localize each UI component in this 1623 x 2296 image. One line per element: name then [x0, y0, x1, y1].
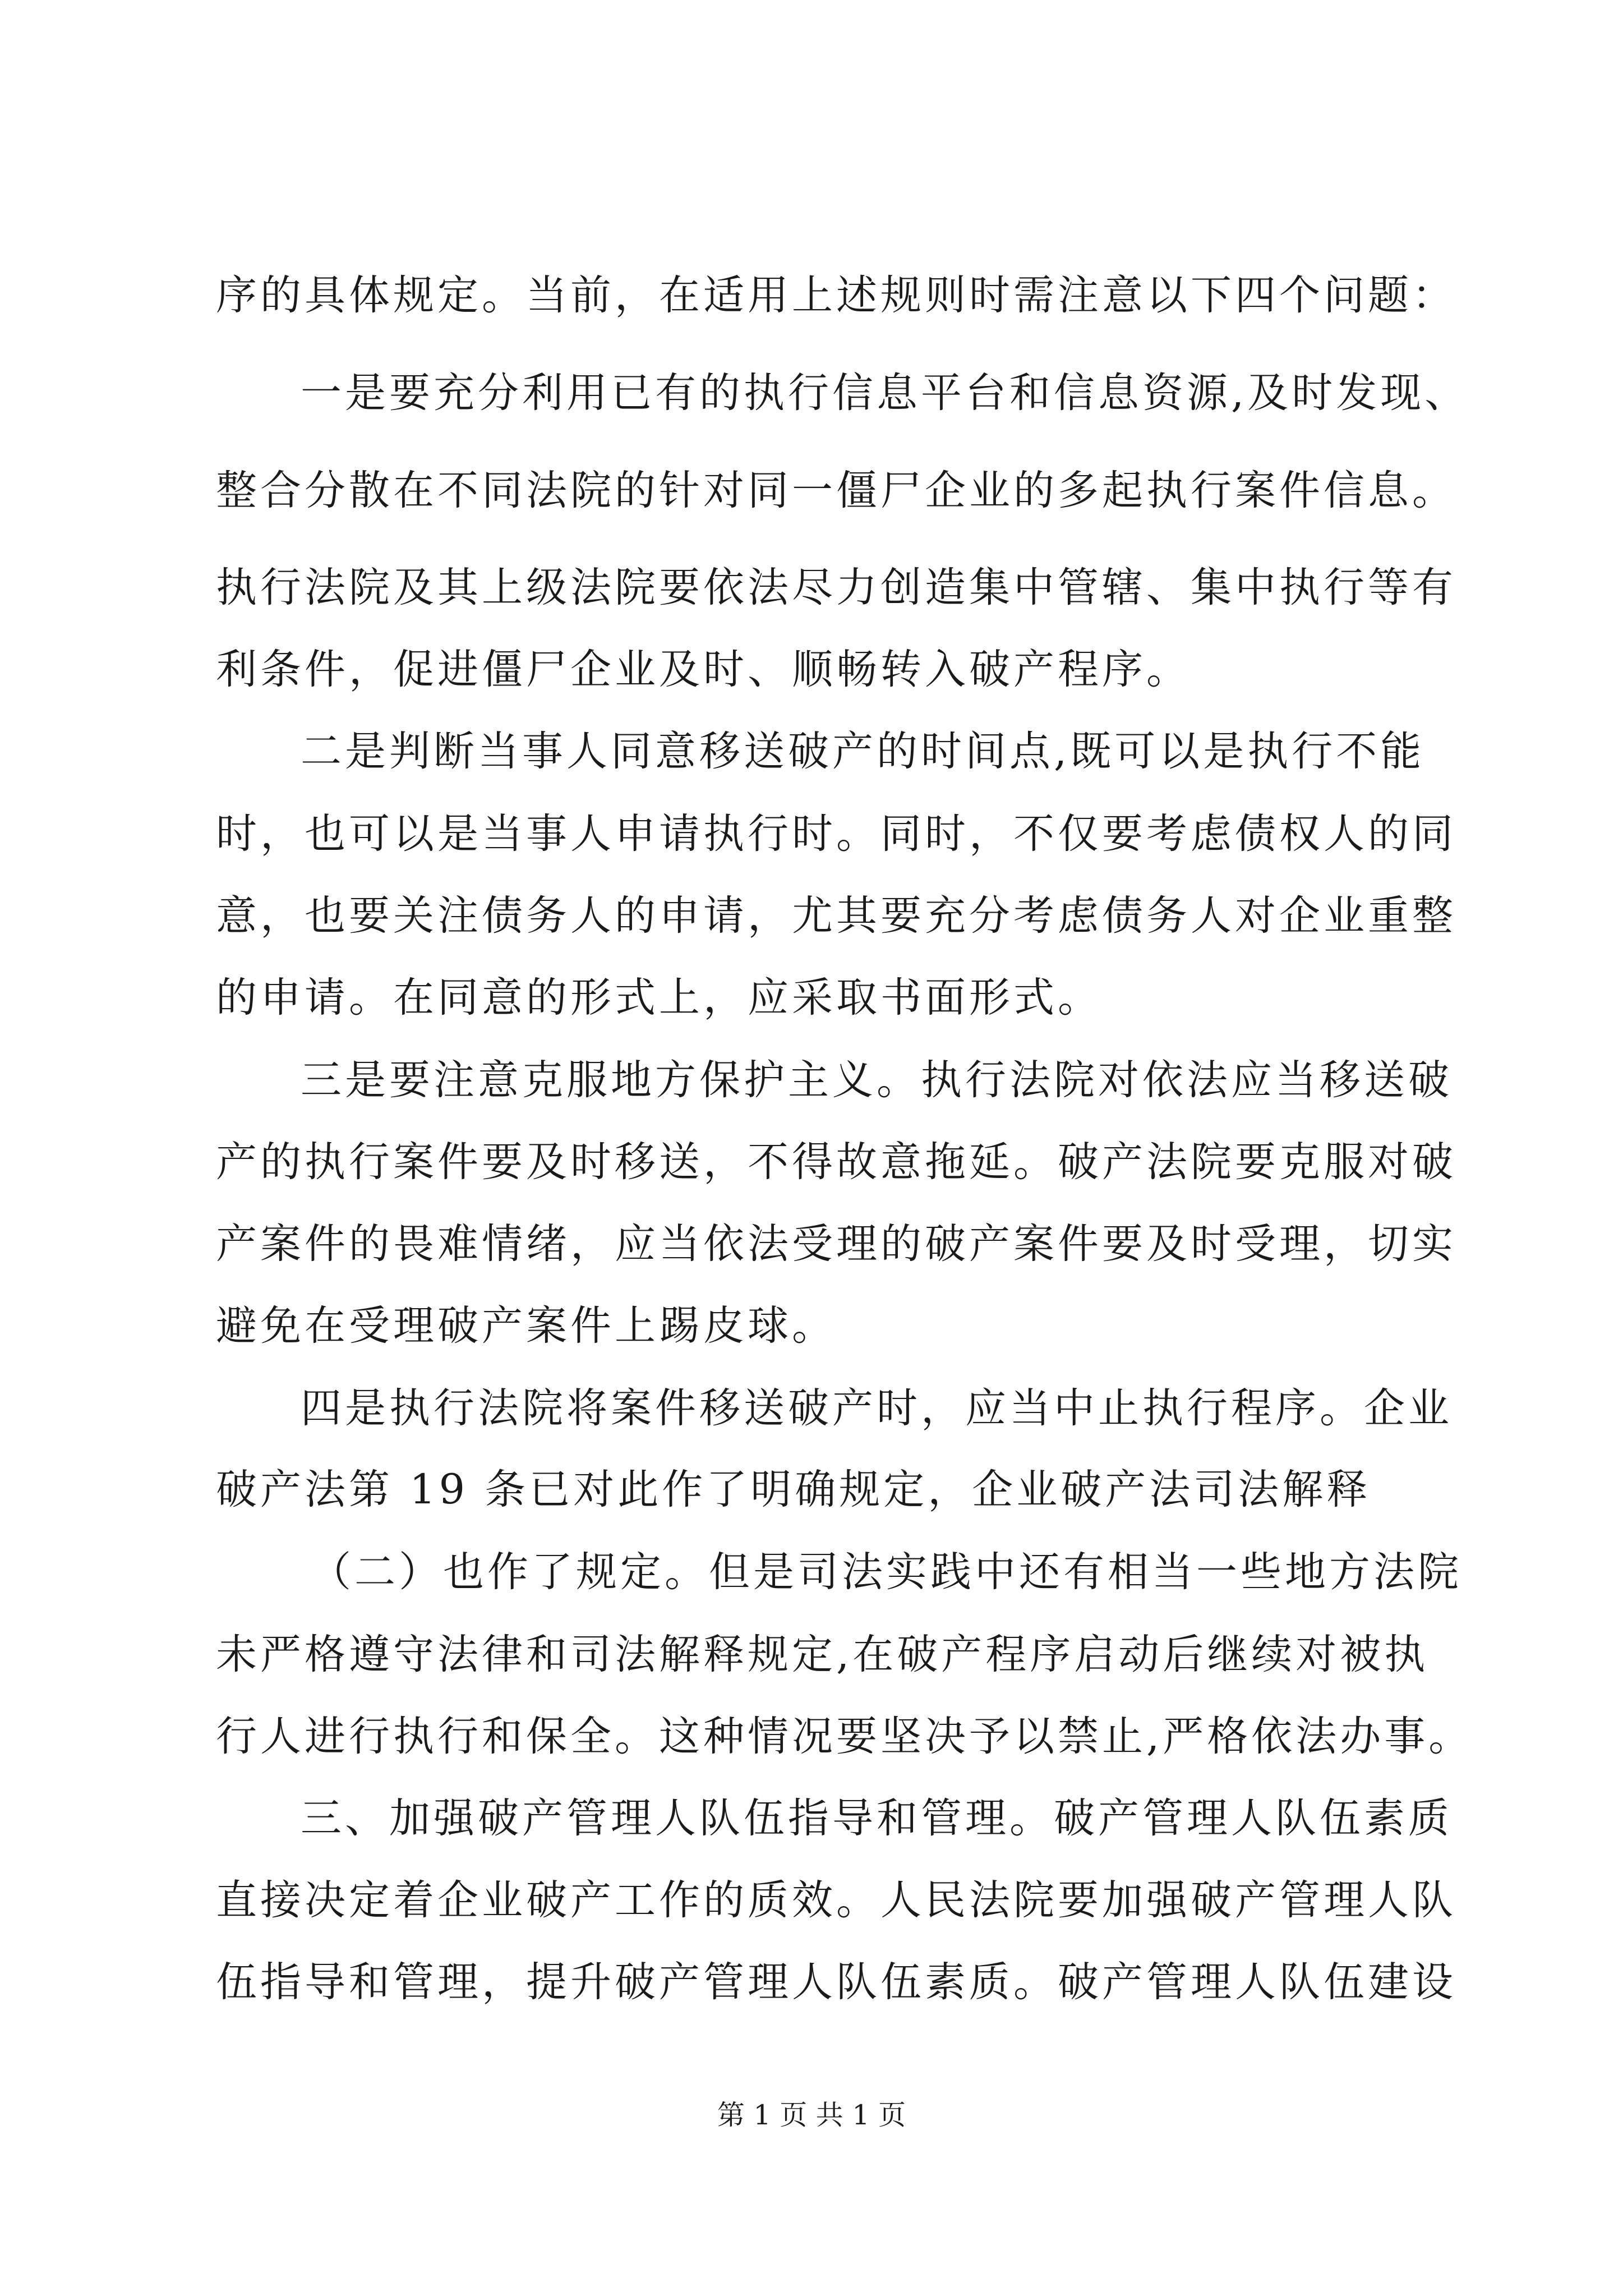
text-line: 利条件，促进僵尸企业及时、顺畅转入破产程序。 — [216, 646, 1191, 693]
text-line: 伍指导和管理，提升破产管理人队伍素质。破产管理人队伍建设 — [216, 1958, 1456, 2006]
text-line: 一是要充分利用已有的执行信息平台和信息资源,及时发现、 — [301, 369, 1469, 417]
text-line: 产的执行案件要及时移送，不得故意拖延。破产法院要克服对破 — [216, 1138, 1456, 1186]
text-line: 未严格遵守法律和司法解释规定,在破产程序启动后继续对被执 — [216, 1631, 1429, 1678]
text-line: 二是判断当事人同意移送破产的时间点,既可以是执行不能 — [301, 728, 1425, 775]
text-line: 产案件的畏难情绪，应当依法受理的破产案件要及时受理，切实 — [216, 1220, 1456, 1268]
text-line: 行人进行执行和保全。这种情况要坚决予以禁止,严格依法办事。 — [216, 1713, 1473, 1760]
text-line: 避免在受理破产案件上踢皮球。 — [216, 1302, 836, 1350]
text-line: 执行法院及其上级法院要依法尽力创造集中管辖、集中执行等有 — [216, 564, 1456, 611]
text-line: 的申请。在同意的形式上，应采取书面形式。 — [216, 974, 1102, 1022]
page-footer: 第 1 页 共 1 页 — [717, 2099, 906, 2131]
text-line: 整合分散在不同法院的针对同一僵尸企业的多起执行案件信息。 — [216, 467, 1456, 514]
text-line: 三、加强破产管理人队伍指导和管理。破产管理人队伍素质 — [301, 1795, 1453, 1842]
text-line: 时，也可以是当事人申请执行时。同时，不仅要考虑债权人的同 — [216, 810, 1456, 858]
text-line: 直接决定着企业破产工作的质效。人民法院要加强破产管理人队 — [216, 1876, 1456, 1924]
text-line: （二）也作了规定。但是司法实践中还有相当一些地方法院 — [310, 1548, 1462, 1596]
text-line: 四是执行法院将案件移送破产时，应当中止执行程序。企业 — [301, 1384, 1453, 1432]
text-line: 序的具体规定。当前，在适用上述规则时需注意以下四个问题： — [216, 272, 1456, 319]
text-line: 三是要注意克服地方保护主义。执行法院对依法应当移送破 — [301, 1056, 1453, 1104]
text-line: 意，也要关注债务人的申请，尤其要充分考虑债务人对企业重整 — [216, 892, 1456, 940]
text-line: 破产法第 19 条已对此作了明确规定，企业破产法司法解释 — [216, 1466, 1371, 1513]
